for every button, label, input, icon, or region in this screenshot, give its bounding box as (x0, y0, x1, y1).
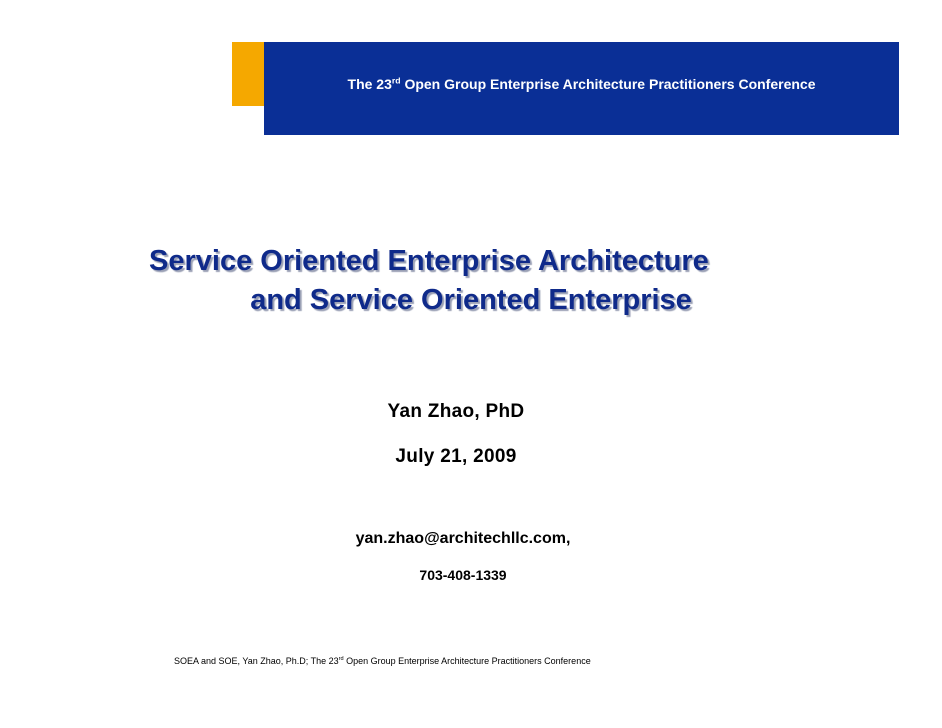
footer-suffix: Open Group Enterprise Architecture Practitioners Conference (343, 656, 591, 666)
conference-header (264, 76, 899, 92)
author-phone: 703-408-1339 (419, 567, 507, 583)
conference-header-superscript: rd (391, 75, 401, 86)
slide-footer (174, 656, 591, 666)
footer-superscript: rd (338, 656, 344, 662)
slide-title-line-1: Service Oriented Enterprise Architecture (149, 245, 709, 277)
conference-header-suffix: Open Group Enterprise Architecture Practitioners Conference (400, 76, 816, 92)
conference-header-prefix: The 23 (347, 76, 392, 92)
presentation-date: July 21, 2009 (395, 446, 517, 467)
footer-prefix: SOEA and SOE, Yan Zhao, Ph.D; The 23 (174, 656, 339, 666)
author-name: Yan Zhao, PhD (387, 401, 525, 422)
accent-bar (232, 42, 264, 106)
slide-title-line-2: and Service Oriented Enterprise (250, 284, 692, 316)
author-email: yan.zhao@architechllc.com, (355, 530, 571, 547)
